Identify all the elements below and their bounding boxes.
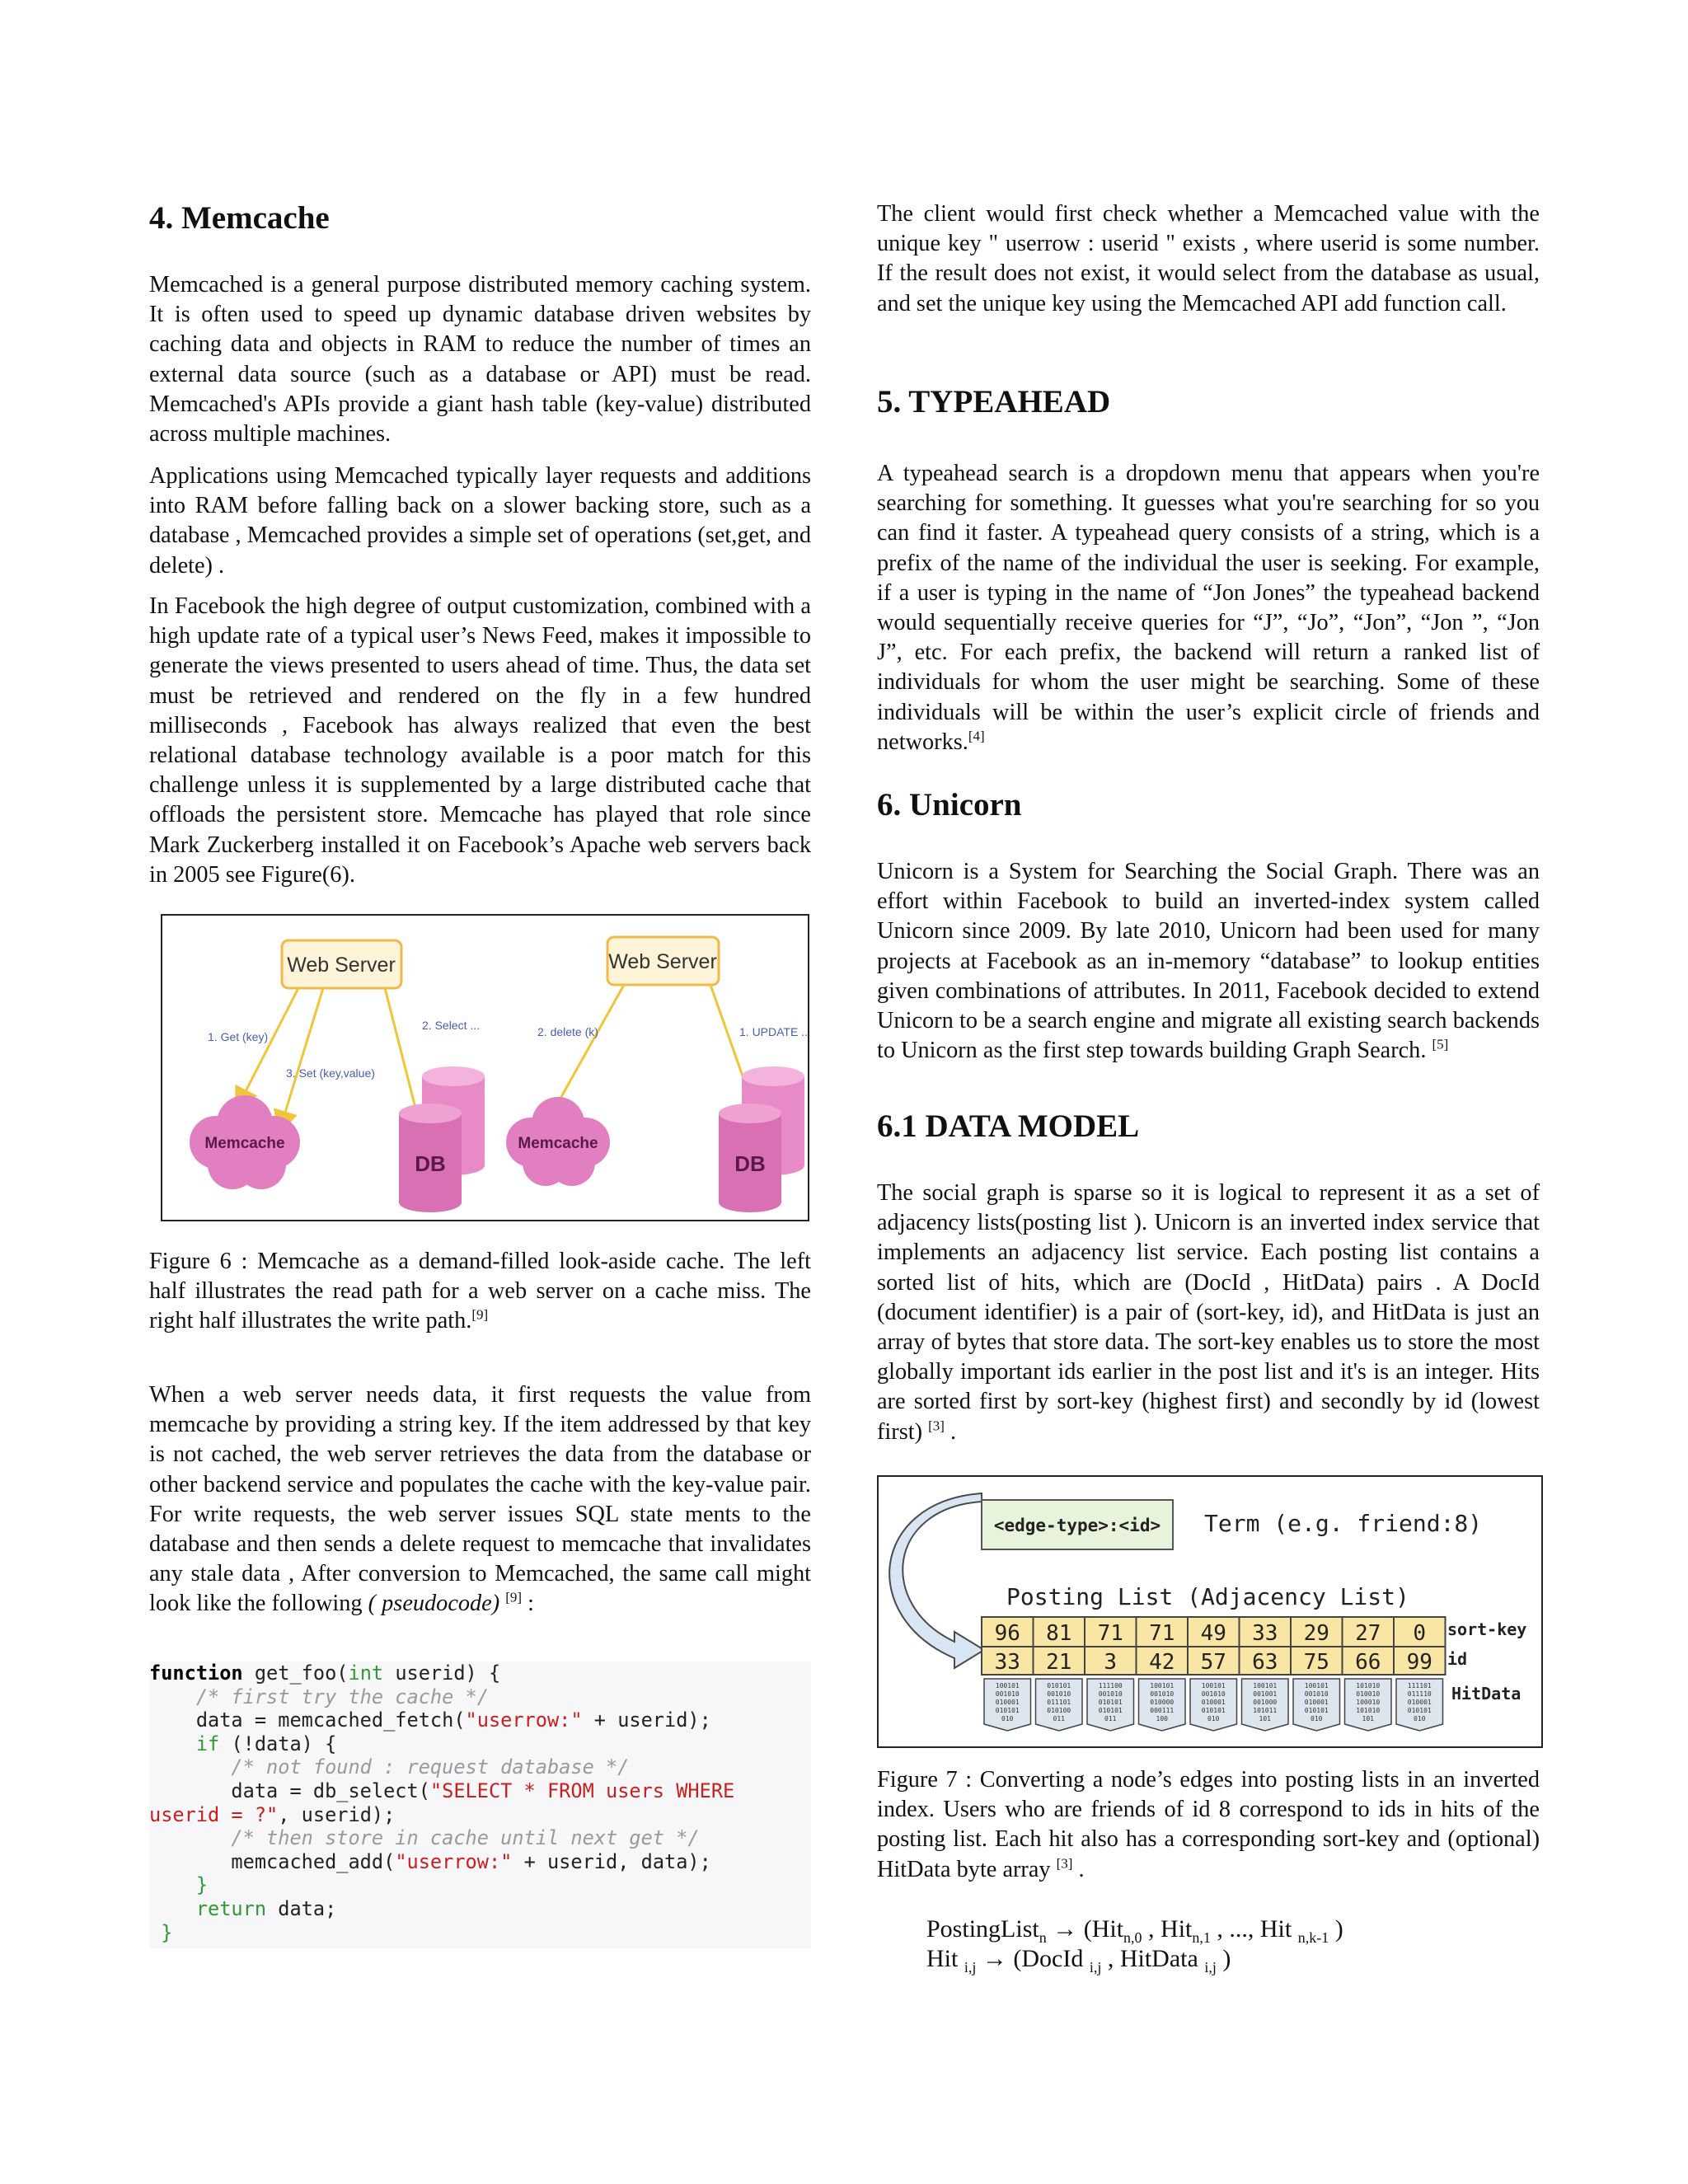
code-keyword: return	[149, 1896, 267, 1920]
code-brace: }	[149, 1920, 173, 1944]
code-text: memcached_add(	[149, 1849, 396, 1873]
section-heading-typeahead: 5. TYPEAHEAD	[877, 384, 1111, 419]
hitdata-bits: 010001	[1201, 1699, 1226, 1706]
hitdata-bits: 100101	[1201, 1682, 1226, 1690]
section-heading-memcache: 4. Memcache	[149, 200, 330, 236]
paragraph-typeahead-text: A typeahead search is a dropdown menu that appears when you're searching for something. It guesses what you're searching for so you can find it faster. A typeahead query consists of a string, which is a prefix of the name of the individual the user is seeking. For example, if a user is typing in the name of “Jon Jones” the typeahead backend would sequentially receive queries for “J”, “Jo”, “Jon”, “Jon ”, “Jon J”, etc. For each prefix, the backend will return a ranked list of individuals for whom the user might be searching. Some of these individuals will be within the user’s explicit circle of friends and networks.	[877, 461, 1540, 755]
id-value: 21	[1046, 1650, 1072, 1675]
memcache-label-right: Memcache	[518, 1135, 598, 1152]
hitdata-bits: 011	[1104, 1715, 1117, 1722]
id-label: id	[1447, 1649, 1468, 1669]
id-value: 99	[1406, 1650, 1432, 1675]
paragraph-data-model-text: The social graph is sparse so it is logical to represent it as a set of adjacency lists(posting list ). Unicorn is an inverted index service that implements an adjacency list service. Each posting list contains a sorted list of hits, which are (DocId , HitData) pairs . A DocId (document identifier) is a pair of (sort-key, id), and HitData is just an array of bytes that store data. The sort-key enables us to store the most globally important ids earlier in the post list and it's is an integer. Hits are sorted first by sort-key (highest first) and secondly by id (lowest first)	[877, 1180, 1540, 1445]
figure-6-caption-text: Figure 6 : Memcache as a demand-filled look-aside cache. The left half illustrates the read path for a web server on a cache miss. The right half illustrates the write path.	[149, 1249, 811, 1334]
code-string: "userrow:"	[465, 1708, 583, 1732]
code-text: data = db_select(	[149, 1779, 430, 1802]
formula-text: , ..., Hit	[1210, 1915, 1298, 1943]
hitdata-bits: 100101	[1304, 1682, 1329, 1690]
hitdata-bits: 010101	[1047, 1682, 1071, 1690]
code-comment: /* then store in cache until next get */	[149, 1826, 700, 1850]
code-text: + userid, data);	[512, 1849, 711, 1873]
web-server-label-left: Web Server	[287, 954, 396, 977]
hitdata-bits: 111101	[1407, 1682, 1432, 1690]
sort-key-value: 33	[1252, 1621, 1278, 1646]
hitdata-bits: 010	[1414, 1715, 1426, 1722]
formula-subscript: i,j	[1204, 1959, 1217, 1975]
hitdata-bits: 001010	[1201, 1690, 1226, 1698]
code-comment: /* not found : request database */	[149, 1755, 630, 1779]
db-label-right: DB	[734, 1151, 766, 1176]
sort-key-value: 71	[1097, 1621, 1123, 1646]
code-string: userid = ?"	[149, 1802, 279, 1826]
label-delete-key: 2. delete (k)	[537, 1025, 598, 1038]
id-value: 42	[1149, 1650, 1175, 1675]
typeahead-ref: [4]	[968, 728, 985, 744]
db-cylinder-left	[399, 1066, 485, 1212]
memcache-label-left: Memcache	[204, 1135, 285, 1152]
label-select: 2. Select ...	[422, 1019, 481, 1032]
hitdata-bits: 010101	[1098, 1707, 1123, 1714]
id-value: 3	[1104, 1650, 1118, 1675]
paragraph-memcached-intro: Memcached is a general purpose distributed memory caching system. It is often used to speed up dynamic database driven websites by caching data and objects in RAM to reduce the number of times an external data source (such as a database or API) must be read. Memcached's APIs provide a giant hash table (key-value) distributed across multiple machines.	[149, 272, 811, 448]
paragraph-data-model	[877, 1179, 1540, 1447]
hitdata-bits: 011101	[1047, 1699, 1071, 1706]
hitdata-bits: 101010	[1356, 1682, 1381, 1690]
hitdata-bits: 101010	[1356, 1707, 1381, 1714]
hitdata-bits: 100010	[1356, 1699, 1381, 1706]
code-string: "userrow:"	[395, 1849, 513, 1873]
formula-subscript: i,j	[964, 1959, 977, 1975]
formula-subscript: n	[1039, 1929, 1047, 1946]
figure-6-memcache-diagram	[161, 914, 809, 1221]
hitdata-bits: 011110	[1407, 1690, 1432, 1698]
hitdata-label: HitData	[1451, 1684, 1522, 1704]
arrow-select	[385, 988, 418, 1118]
code-comment: /* first try the cache */	[149, 1685, 489, 1708]
section-heading-data-model: 6.1 DATA MODEL	[877, 1108, 1140, 1144]
formula-text: , Hit	[1142, 1915, 1193, 1943]
sort-key-value: 29	[1303, 1621, 1329, 1646]
hitdata-bits: 010010	[1356, 1690, 1381, 1698]
figure-6-caption	[149, 1247, 811, 1337]
sort-key-value: 81	[1046, 1621, 1072, 1646]
sort-key-value: 96	[994, 1621, 1020, 1646]
pseudocode-label: ( pseudocode)	[368, 1591, 500, 1617]
code-text: data = memcached_fetch(	[149, 1708, 466, 1732]
hitdata-bits: 001001	[1253, 1690, 1278, 1698]
code-text: userid) {	[383, 1661, 501, 1685]
hitdata-bits: 010101	[1407, 1707, 1432, 1714]
code-text: data;	[266, 1896, 337, 1920]
paragraph-typeahead	[877, 459, 1540, 757]
sort-key-value: 27	[1355, 1621, 1381, 1646]
pseudocode-block	[149, 1661, 811, 1948]
id-value: 33	[994, 1650, 1020, 1675]
hitdata-bits: 010101	[1304, 1707, 1329, 1714]
paragraph-unicorn	[877, 857, 1540, 1066]
hitdata-bits: 010100	[1047, 1707, 1071, 1714]
hitdata-bits: 010	[1001, 1715, 1014, 1722]
label-update: 1. UPDATE ..	[739, 1025, 808, 1038]
hitdata-bits: 100101	[1150, 1682, 1175, 1690]
sort-key-value: 0	[1413, 1621, 1427, 1646]
hitdata-bits: 000111	[1150, 1707, 1175, 1714]
label-get-key: 1. Get (key)	[208, 1030, 269, 1043]
paragraph-facebook-memcache: In Facebook the high degree of output customization, combined with a high update rate of a typical user’s News Feed, makes it impossible to generate the views presented to users ahead of time. Thus, the data set must be retrieved and rendered on the fly in a few hundred milliseconds , Facebook has always realized that even the best relational database technology available is a poor match for this challenge unless it is supplemented by a large distributed cache that offloads the persistent store. Memcache has played that role since Mark Zuckerberg installed it on Facebook’s Apache web servers back in 2005 see Figure(6).	[149, 593, 811, 888]
sort-key-value: 71	[1149, 1621, 1175, 1646]
hitdata-bits: 010	[1207, 1715, 1220, 1722]
code-brace: }	[149, 1873, 209, 1897]
hitdata-bits: 100	[1156, 1715, 1168, 1722]
code-text: (!data) {	[219, 1732, 337, 1755]
id-value: 66	[1355, 1650, 1381, 1675]
code-text: get_foo(	[242, 1661, 349, 1685]
formula-subscript: n,1	[1192, 1929, 1211, 1946]
formula-subscript: i,j	[1089, 1959, 1102, 1975]
formula-subscript: n,0	[1123, 1929, 1142, 1946]
code-type: int	[348, 1661, 384, 1685]
code-text: , userid);	[278, 1802, 396, 1826]
hitdata-bits: 001010	[1304, 1690, 1329, 1698]
hitdata-bits: 111100	[1098, 1682, 1123, 1690]
formula-hit	[926, 1944, 1231, 1982]
hitdata-bits: 010001	[995, 1699, 1020, 1706]
hitdata-bits: 001010	[1098, 1690, 1123, 1698]
code-keyword: if	[149, 1732, 220, 1755]
label-set-key-value: 3. Set (key,value)	[286, 1066, 375, 1080]
hitdata-bits: 101011	[1253, 1707, 1278, 1714]
hitdata-bits: 010101	[995, 1707, 1020, 1714]
figure-7-caption-end: .	[1072, 1856, 1085, 1882]
hitdata-bits: 010101	[1098, 1699, 1123, 1706]
id-value: 75	[1303, 1650, 1329, 1675]
hitdata-bits: 100101	[995, 1682, 1020, 1690]
hitdata-bits: 001010	[1047, 1690, 1071, 1698]
arrow-get	[241, 988, 298, 1101]
db-label-left: DB	[415, 1151, 446, 1176]
code-text: + userid);	[582, 1708, 711, 1732]
sort-key-label: sort-key	[1447, 1619, 1527, 1639]
formula-text: PostingList	[926, 1915, 1039, 1943]
paragraph-unicorn-text: Unicorn is a System for Searching the Social Graph. There was an effort within Facebook to build an inverted-index system called Unicorn since 2009. By late 2010, Unicorn had been used for many projects at Facebook as an in-memory “database” to lookup entities given combinations of attributes. In 2011, Facebook decided to extend Unicorn to be a search engine and migrate all existing search backends to Unicorn as the first step towards building Graph Search.	[877, 859, 1540, 1064]
pseudocode-colon: :	[522, 1591, 535, 1617]
section-heading-unicorn: 6. Unicorn	[877, 787, 1022, 823]
hitdata-bits: 010000	[1150, 1699, 1175, 1706]
posting-list-title: Posting List (Adjacency List)	[1006, 1583, 1409, 1610]
pseudocode-ref: [9]	[505, 1590, 523, 1605]
code-keyword: function	[149, 1661, 243, 1685]
web-server-label-right: Web Server	[608, 950, 717, 973]
formula-text: )	[1329, 1915, 1343, 1943]
db-cylinder-right	[719, 1066, 804, 1212]
hitdata-bits: 010001	[1407, 1699, 1432, 1706]
posting-list-cells	[982, 1617, 1446, 1731]
sort-key-value: 49	[1200, 1621, 1226, 1646]
edge-type-label: <edge-type>:<id>	[993, 1516, 1161, 1535]
id-value: 63	[1252, 1650, 1278, 1675]
formula-text: → (Hit	[1046, 1915, 1124, 1943]
figure-6-caption-ref: [9]	[471, 1306, 489, 1323]
figure-7-caption-ref: [3]	[1056, 1855, 1073, 1872]
hitdata-bits: 011	[1053, 1715, 1065, 1722]
hitdata-bits: 001010	[1150, 1690, 1175, 1698]
figure-7-caption	[877, 1765, 1540, 1885]
hitdata-bits: 100101	[1253, 1682, 1278, 1690]
hitdata-bits: 010001	[1304, 1699, 1329, 1706]
hitdata-bits: 101	[1362, 1715, 1374, 1722]
paragraph-memcached-applications: Applications using Memcached typically layer requests and additions into RAM before falling back on a slower backing store, such as a database , Memcached provides a simple set of operations (set,get, and delete) .	[149, 463, 811, 579]
formula-subscript: n,k-1	[1297, 1929, 1329, 1946]
hitdata-bits: 001010	[995, 1690, 1020, 1698]
formula-text: )	[1216, 1945, 1231, 1972]
formula-text: → (DocId	[976, 1945, 1090, 1972]
hitdata-bits: 010101	[1201, 1707, 1226, 1714]
data-model-end: .	[944, 1418, 957, 1445]
curved-arrow	[889, 1493, 984, 1668]
paragraph-client-check: The client would first check whether a Memcached value with the unique key " userrow : userid " exists , where userid is some number. If the result does not exist, it would select from the database as usual, and set the unique key using the Memcached API add function call.	[877, 201, 1540, 316]
id-value: 57	[1200, 1650, 1226, 1675]
figure-7-posting-list	[877, 1475, 1543, 1748]
figure-7-caption-text: Figure 7 : Converting a node’s edges into posting lists in an inverted index. Users who are friends of id 8 correspond to ids in hits of the posting list. Each hit also has a corresponding sort-key and (optional) HitData byte array	[877, 1767, 1540, 1882]
formula-text: Hit	[926, 1945, 964, 1972]
paragraph-web-server-text: When a web server needs data, it first requests the value from memcache by providing a string key. If the item addressed by that key is not cached, the web server retrieves the data from the database or other backend service and populates the cache with the key-value pair. For write requests, the web server issues SQL state ments to the database and then sends a delete request to memcache that invalidates any stale data , After conversion to Memcached, the same call might look like the following	[149, 1382, 811, 1617]
code-string: "SELECT * FROM users WHERE	[429, 1779, 735, 1802]
hitdata-bits: 101	[1259, 1715, 1271, 1722]
paragraph-web-server-data	[149, 1380, 811, 1619]
term-label: Term (e.g. friend:8)	[1204, 1510, 1483, 1537]
unicorn-ref: [5]	[1432, 1036, 1449, 1052]
hitdata-bits: 010	[1311, 1715, 1323, 1722]
formula-text: , HitData	[1101, 1945, 1205, 1972]
hitdata-bits: 001000	[1253, 1699, 1278, 1706]
data-model-ref: [3]	[928, 1418, 945, 1434]
